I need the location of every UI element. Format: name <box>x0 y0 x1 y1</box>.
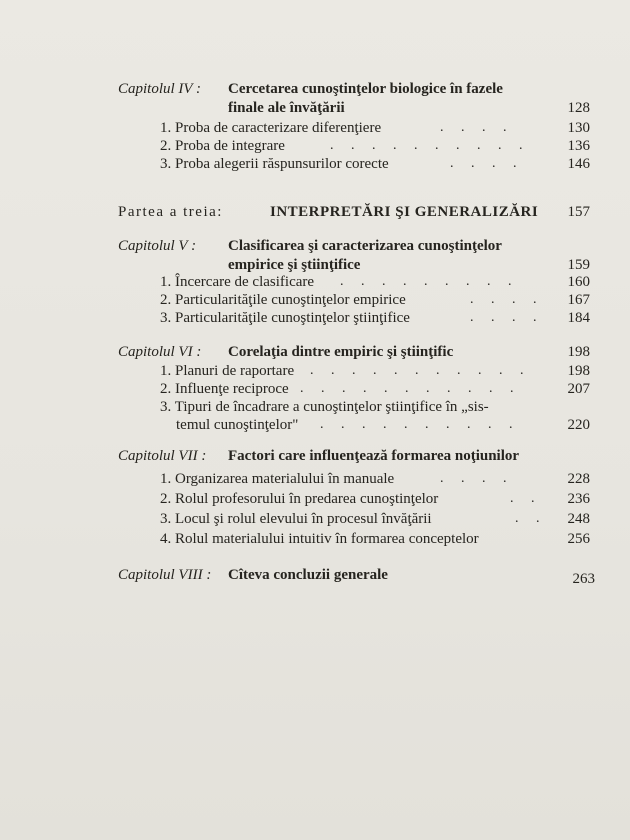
leader-dots: . . . . <box>470 310 544 325</box>
toc-item: 1. Planuri de raportare <box>160 363 295 379</box>
page-number: 157 <box>567 204 590 220</box>
page-number: 248 <box>567 511 590 527</box>
toc-item: 3. Locul şi rolul elevului în procesul învăţării <box>160 511 432 527</box>
leader-dots: . . . . . . . . . . . <box>300 381 521 396</box>
toc-item: 1. Organizarea materialului în manuale <box>160 471 395 487</box>
leader-dots: . . . . . . . . . <box>340 274 519 289</box>
toc-item: 2. Proba de integrare <box>160 138 285 154</box>
page-number: 128 <box>567 100 590 116</box>
leader-dots: . . . . <box>450 156 524 171</box>
page-number: 198 <box>567 363 590 379</box>
leader-dots: . . . . . . . . . . <box>320 417 520 432</box>
leader-dots: . . <box>510 491 542 506</box>
chapter-label: Capitolul IV : <box>118 81 202 97</box>
page-number: 220 <box>567 417 590 433</box>
leader-dots: . . . . <box>470 292 544 307</box>
page-number: 160 <box>567 274 590 290</box>
chapter-label: Capitolul VIII : <box>118 567 212 583</box>
chapter-title: Factori care influenţează formarea noţiunilor <box>228 448 520 464</box>
toc-item-cont: temul cunoştinţelor" <box>176 417 299 433</box>
part-label: Partea a treia: <box>118 204 223 220</box>
chapter-label: Capitolul VII : <box>118 448 207 464</box>
page-number: 207 <box>567 381 590 397</box>
page-number: 256 <box>567 531 590 547</box>
page-number: 263 <box>572 571 595 587</box>
part-title: INTERPRETĂRI ŞI GENERALIZĂRI <box>270 204 539 220</box>
leader-dots: . . <box>515 511 547 526</box>
toc-item: 3. Tipuri de încadrare a cunoştinţelor ştiinţifice în „sis- <box>160 399 489 415</box>
leader-dots: . . . . <box>440 471 514 486</box>
chapter-title-cont: empirice şi ştiinţifice <box>228 257 361 273</box>
leader-dots: . . . . . . . . . . <box>330 138 530 153</box>
toc-item: 2. Rolul profesorului în predarea cunoştinţelor <box>160 491 439 507</box>
chapter-title: Clasificarea şi caracterizarea cunoştinţelor <box>228 238 502 254</box>
chapter-title-cont: finale ale învăţării <box>228 100 345 116</box>
toc-item: 2. Influenţe reciproce <box>160 381 289 397</box>
toc-item: 1. Proba de caracterizare diferenţiere <box>160 120 382 136</box>
toc-item: 2. Particularităţile cunoştinţelor empirice <box>160 292 406 308</box>
page-number: 130 <box>567 120 590 136</box>
page-number: 198 <box>567 344 590 360</box>
page-number: 167 <box>567 292 590 308</box>
toc-item: 4. Rolul materialului intuitiv în formarea conceptelor <box>160 531 479 547</box>
page-number: 184 <box>567 310 590 326</box>
chapter-title: Cîteva concluzii generale <box>228 567 388 583</box>
leader-dots: . . . . <box>440 120 514 135</box>
page-number: 159 <box>567 257 590 273</box>
leader-dots: . . . . . . . . . . . <box>310 363 531 378</box>
chapter-title: Cercetarea cunoştinţelor biologice în fazele <box>228 81 503 97</box>
chapter-title: Corelaţia dintre empiric şi ştiinţific <box>228 344 454 360</box>
page-number: 236 <box>567 491 590 507</box>
page-number: 146 <box>567 156 590 172</box>
chapter-label: Capitolul V : <box>118 238 197 254</box>
page-number: 136 <box>567 138 590 154</box>
toc-item: 1. Încercare de clasificare <box>160 274 315 290</box>
toc-item: 3. Proba alegerii răspunsurilor corecte <box>160 156 389 172</box>
page-number: 228 <box>567 471 590 487</box>
chapter-label: Capitolul VI : <box>118 344 202 360</box>
toc-item: 3. Particularităţile cunoştinţelor ştiinţifice <box>160 310 410 326</box>
